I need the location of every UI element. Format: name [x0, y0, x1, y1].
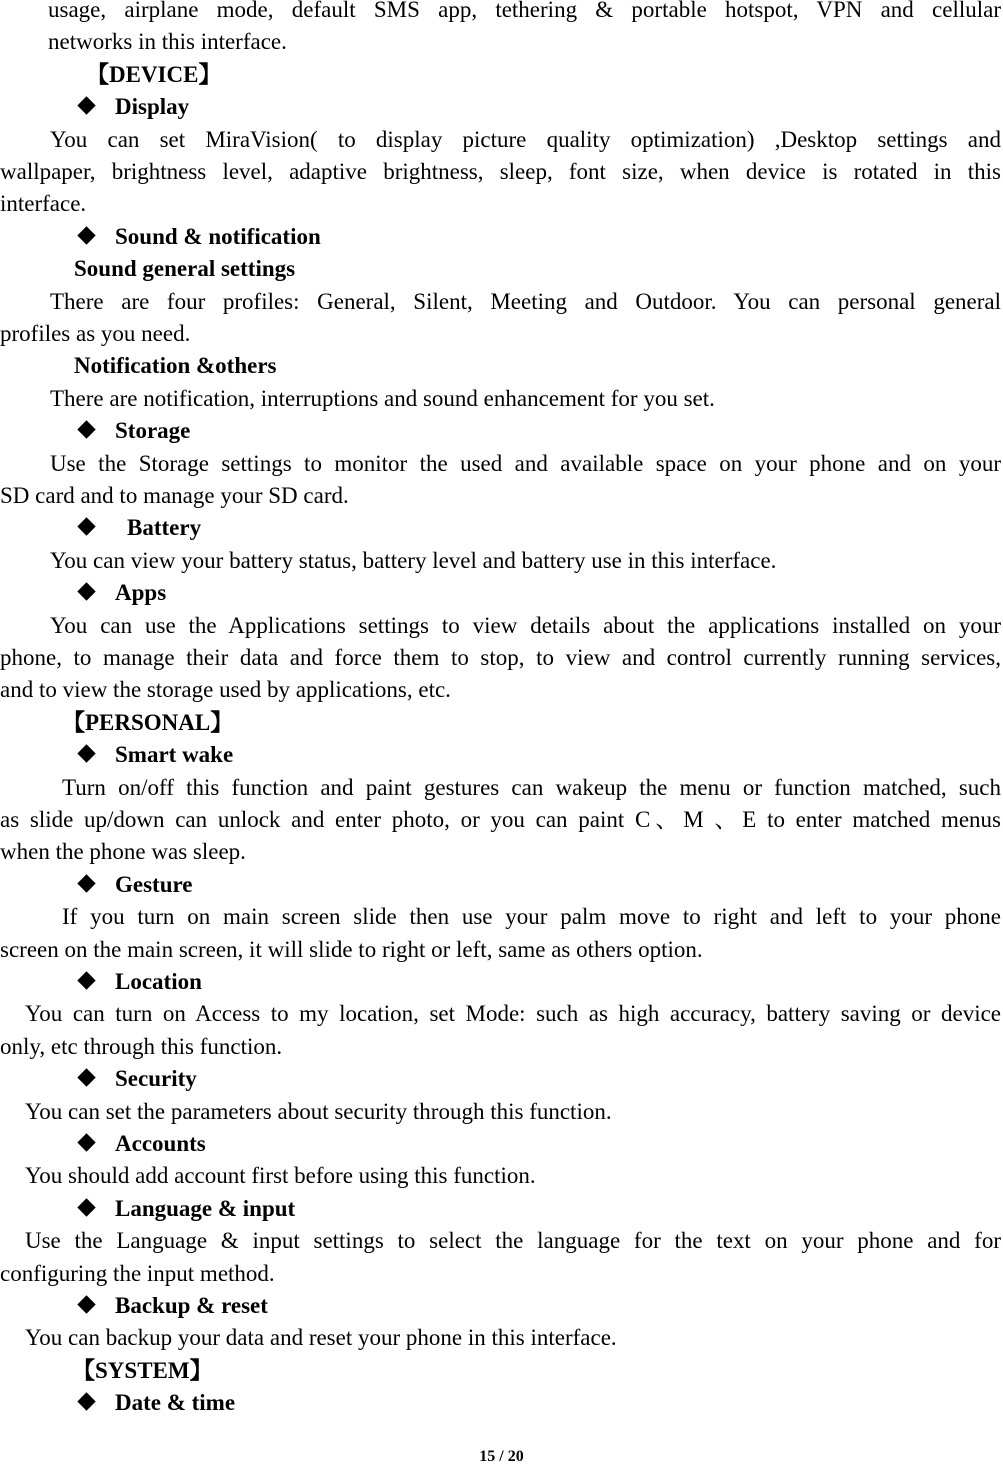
- bullet-diamond-icon: [77, 96, 95, 114]
- body-text-line: wallpaper, brightness level, adaptive brightness, sleep, font size, when device is rotated in this: [0, 159, 1001, 184]
- settings-heading: [80, 966, 202, 998]
- heading-label: Location: [115, 969, 202, 994]
- bullet-diamond-icon: [77, 420, 95, 438]
- bullet-diamond-icon: [77, 1198, 95, 1216]
- body-text-line: Use the Storage settings to monitor the used and available space on your phone and on your: [50, 450, 1001, 476]
- body-text-line: networks in this interface.: [48, 29, 287, 55]
- section-header: 【DEVICE】: [86, 61, 222, 87]
- body-text-line: usage, airplane mode, default SMS app, tethering & portable hotspot, VPN and cellular: [48, 0, 1001, 22]
- settings-heading: [80, 1128, 206, 1160]
- body-text-line: when the phone was sleep.: [0, 839, 246, 865]
- settings-heading: [80, 512, 201, 544]
- bullet-diamond-icon: [77, 582, 95, 600]
- body-text-line: Turn on/off this function and paint gestures can wakeup the menu or function matched, such: [62, 774, 1001, 800]
- settings-heading: [80, 221, 321, 253]
- settings-heading: [80, 1063, 197, 1095]
- heading-label: Apps: [115, 580, 167, 606]
- body-text-line: You can backup your data and reset your phone in this interface.: [25, 1325, 617, 1351]
- settings-heading: [80, 91, 189, 123]
- settings-heading: [80, 1290, 268, 1322]
- section-header: 【SYSTEM】: [72, 1357, 213, 1383]
- section-header: 【PERSONAL】: [62, 709, 234, 735]
- body-text-line: You can view your battery status, battery level and battery use in this interface.: [50, 547, 777, 573]
- body-text-line: Use the Language & input settings to select the language for the text on your phone and for: [25, 1228, 1001, 1254]
- heading-label: Accounts: [115, 1131, 206, 1156]
- settings-heading: [80, 577, 166, 609]
- body-text-line: You can set the parameters about security through this function.: [25, 1098, 612, 1124]
- bullet-diamond-icon: [77, 226, 95, 244]
- bullet-diamond-icon: [77, 1133, 95, 1151]
- bullet-diamond-icon: [77, 518, 95, 536]
- body-text-line: There are notification, interruptions and sound enhancement for you set.: [50, 385, 715, 411]
- settings-heading: [80, 869, 193, 901]
- bullet-diamond-icon: [77, 1068, 95, 1086]
- body-text-line: You can turn on Access to my location, set Mode: such as high accuracy, battery saving or device: [25, 1001, 1001, 1027]
- body-text-line: If you turn on main screen slide then use your palm move to right and left to your phone: [62, 904, 1001, 930]
- body-text-line: SD card and to manage your SD card.: [0, 483, 349, 508]
- settings-heading: [80, 1193, 295, 1225]
- heading-label: Gesture: [115, 871, 193, 897]
- settings-heading: [80, 739, 233, 771]
- heading-label: Sound & notification: [115, 223, 321, 249]
- heading-label: Battery: [127, 515, 202, 541]
- heading-label: Storage: [115, 418, 191, 444]
- heading-label: Security: [115, 1066, 197, 1092]
- bullet-diamond-icon: [77, 874, 95, 892]
- heading-label: Language & input: [115, 1195, 296, 1221]
- body-text-line: screen on the main screen, it will slide to right or left, same as others option.: [0, 936, 703, 962]
- body-text-line: interface.: [0, 191, 87, 217]
- settings-heading: [80, 1387, 235, 1419]
- body-text-line: configuring the input method.: [0, 1260, 275, 1286]
- body-text-line: as slide up/down can unlock and enter photo, or you can paint C、M 、E to enter matched menus: [0, 807, 1001, 832]
- heading-label: Display: [115, 94, 190, 120]
- bullet-diamond-icon: [77, 1392, 95, 1410]
- body-text-line: profiles as you need.: [0, 321, 191, 346]
- heading-label: Date & time: [115, 1390, 236, 1416]
- body-text-line: You can set MiraVision( to display picture quality optimization) ,Desktop settings and: [50, 126, 1001, 152]
- body-text-line: There are four profiles: General, Silent, Meeting and Outdoor. You can personal general: [50, 288, 1001, 314]
- heading-label: Backup & reset: [115, 1293, 268, 1318]
- body-text-line: phone, to manage their data and force them to stop, to view and control currently running services,: [0, 645, 1001, 670]
- body-text-line: You can use the Applications settings to view details about the applications installed on your: [50, 612, 1001, 638]
- body-text-line: only, etc through this function.: [0, 1033, 283, 1059]
- bullet-diamond-icon: [77, 1295, 95, 1313]
- settings-heading: [80, 415, 190, 447]
- bullet-diamond-icon: [77, 971, 95, 989]
- heading-label: Smart wake: [115, 742, 234, 768]
- subheading: Notification &others: [74, 353, 277, 379]
- subheading: Sound general settings: [74, 256, 296, 282]
- bullet-diamond-icon: [77, 744, 95, 762]
- page-number: 15 / 20: [479, 1448, 524, 1465]
- body-text-line: and to view the storage used by applications, etc.: [0, 677, 451, 703]
- body-text-line: You should add account first before using this function.: [25, 1163, 536, 1189]
